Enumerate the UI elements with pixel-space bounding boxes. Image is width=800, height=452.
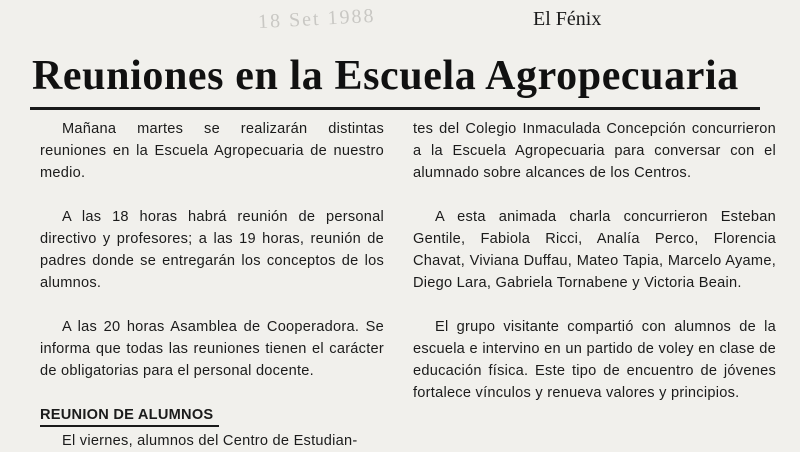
paragraph: tes del Colegio Inmaculada Concepción concurrieron a la Escuela Agropecuaria para conversar con el alumnado sobre alcances de los Centros. <box>413 121 776 181</box>
paragraph: El grupo visitante compartió con alumnos de la escuela e intervino en un partido de voley en clase de educación física. Este tipo de encuentro de jóvenes fortalece vínculos y renueva valores y principios. <box>413 319 776 401</box>
paragraph: A las 18 horas habrá reunión de personal directivo y profesores; a las 19 horas, reunión de padres donde se entregarán los conceptos de los alumnos. <box>40 209 384 291</box>
subheading: REUNION DE ALUMNOS <box>40 406 219 427</box>
left-column <box>40 118 384 452</box>
right-column <box>413 118 776 404</box>
faded-date-stamp: 18 Set 1988 <box>257 4 377 34</box>
headline-rule <box>30 107 760 110</box>
paragraph: A esta animada charla concurrieron Esteban Gentile, Fabiola Ricci, Analía Perco, Florencia Chavat, Viviana Duffau, Mateo Tapia, Marcelo Ayame, Diego Lara, Gabriela Tornabene y Victoria Beain. <box>413 209 776 291</box>
paragraph: Mañana martes se realizarán distintas reuniones en la Escuela Agropecuaria de nuestro medio. <box>40 121 384 181</box>
paragraph: A las 20 horas Asamblea de Cooperadora. Se informa que todas las reuniones tienen el carácter de obligatorias para el personal docente. <box>40 319 384 379</box>
newspaper-name: El Fénix <box>533 8 602 30</box>
paragraph: El viernes, alumnos del Centro de Estudian- <box>62 433 358 449</box>
article-headline: Reuniones en la Escuela Agropecuaria <box>32 53 739 99</box>
